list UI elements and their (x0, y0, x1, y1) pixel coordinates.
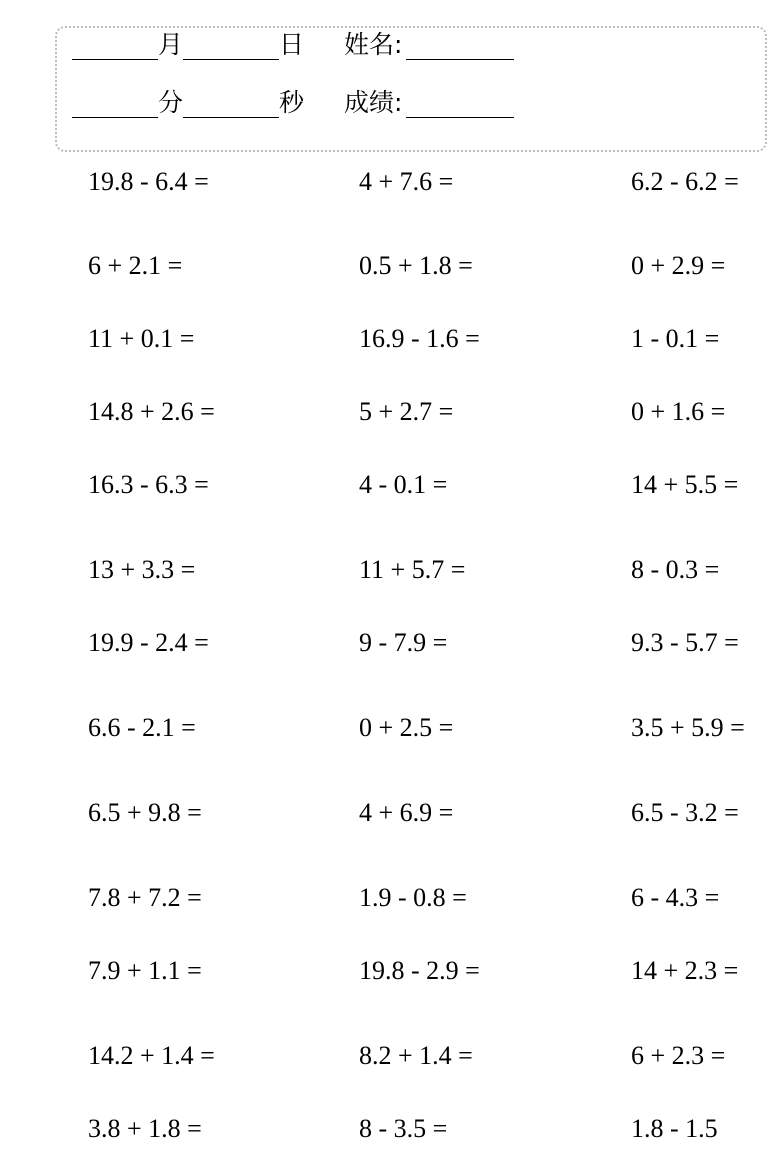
problem: 9 - 7.9 = (359, 628, 448, 657)
problem: 14.2 + 1.4 = (88, 1041, 215, 1070)
problem: 4 + 7.6 = (359, 167, 454, 196)
problem: 16.3 - 6.3 = (88, 470, 209, 499)
problem: 1 - 0.1 = (631, 324, 720, 353)
problem: 1.9 - 0.8 = (359, 883, 467, 912)
problem: 16.9 - 1.6 = (359, 324, 480, 353)
problem: 8 - 0.3 = (631, 555, 720, 584)
problem: 0.5 + 1.8 = (359, 251, 473, 280)
month-label: 月 (158, 30, 184, 59)
problem: 9.3 - 5.7 = (631, 628, 739, 657)
problem: 7.8 + 7.2 = (88, 883, 202, 912)
problem: 19.8 - 6.4 = (88, 167, 209, 196)
problem: 8.2 + 1.4 = (359, 1041, 473, 1070)
problem: 3.8 + 1.8 = (88, 1114, 202, 1143)
problem: 14 + 5.5 = (631, 470, 739, 499)
day-label: 日 (279, 30, 305, 59)
problem: 14.8 + 2.6 = (88, 397, 215, 426)
problem: 14 + 2.3 = (631, 956, 739, 985)
problem: 0 + 2.5 = (359, 713, 454, 742)
problem: 19.9 - 2.4 = (88, 628, 209, 657)
problem: 8 - 3.5 = (359, 1114, 448, 1143)
problem: 6.6 - 2.1 = (88, 713, 196, 742)
problem: 6.5 + 9.8 = (88, 798, 202, 827)
problem: 3.5 + 5.9 = (631, 713, 745, 742)
problem: 1.8 - 1.5 (631, 1114, 718, 1143)
problem: 5 + 2.7 = (359, 397, 454, 426)
problem: 6 - 4.3 = (631, 883, 720, 912)
problem: 6 + 2.1 = (88, 251, 183, 280)
name-label: 姓名: (344, 30, 403, 59)
problem: 6.5 - 3.2 = (631, 798, 739, 827)
problem: 19.8 - 2.9 = (359, 956, 480, 985)
problem: 11 + 5.7 = (359, 555, 466, 584)
problem: 0 + 1.6 = (631, 397, 726, 426)
problem: 4 + 6.9 = (359, 798, 454, 827)
problem: 6 + 2.3 = (631, 1041, 726, 1070)
problem: 11 + 0.1 = (88, 324, 195, 353)
problem: 0 + 2.9 = (631, 251, 726, 280)
problem: 4 - 0.1 = (359, 470, 448, 499)
second-label: 秒 (279, 88, 305, 117)
minute-label: 分 (158, 88, 184, 117)
problem: 13 + 3.3 = (88, 555, 196, 584)
problem: 6.2 - 6.2 = (631, 167, 739, 196)
problem: 7.9 + 1.1 = (88, 956, 202, 985)
score-label: 成绩: (344, 88, 403, 117)
